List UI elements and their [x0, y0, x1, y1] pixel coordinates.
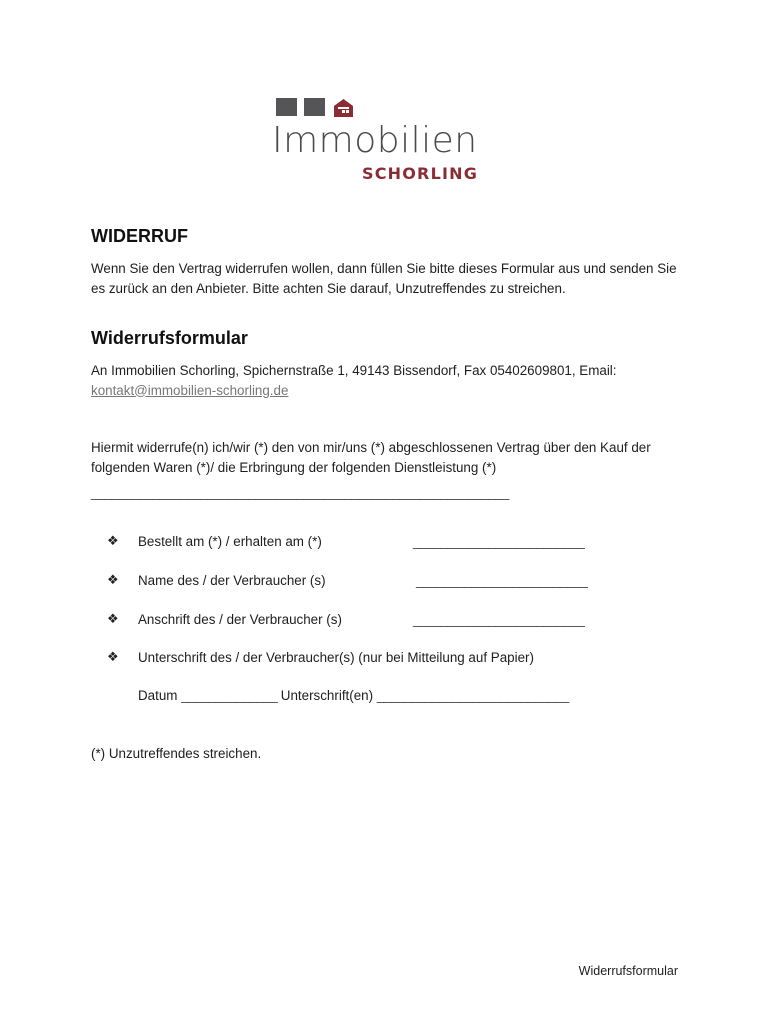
field-order-date [0, 534, 770, 554]
declaration-blank-line[interactable]: _____________________________________________________________ [91, 485, 509, 500]
field-label: Anschrift des / der Verbraucher (s) [138, 612, 342, 627]
recipient-address: An Immobilien Schorling, Spichernstraße 1, 49143 Bissendorf, Fax 05402609801, Email: [91, 363, 617, 378]
house-icon-svg [333, 98, 354, 117]
diamond-bullet-icon: ❖ [107, 650, 119, 665]
field-consumer-address [0, 612, 770, 632]
intro-paragraph: Wenn Sie den Vertrag widerrufen wollen, dann füllen Sie bitte dieses Formular aus und senden Sie es zurück an den Anbieter. Bitte achten Sie darauf, Unzutreffendes zu streichen. [91, 261, 677, 296]
field-consumer-name [0, 573, 770, 593]
field-label: Bestellt am (*) / erhalten am (*) [138, 534, 322, 549]
field-blank-line[interactable]: _________________________ [416, 573, 588, 588]
field-label: Unterschrift des / der Verbraucher(s) (nur bei Mitteilung auf Papier) [138, 650, 534, 665]
email-link[interactable]: kontakt@immobilien-schorling.de [91, 382, 289, 398]
declaration-paragraph: Hiermit widerrufe(n) ich/wir (*) den von mir/uns (*) abgeschlossenen Vertrag über den Kauf der folgenden Waren (*)/ die Erbringung der folgenden Dienstleistung (*) [91, 440, 651, 475]
diamond-bullet-icon: ❖ [107, 612, 119, 627]
form-title: Widerrufsformular [91, 328, 248, 348]
footnote: (*) Unzutreffendes streichen. [91, 746, 262, 761]
date-label: Datum [138, 688, 178, 703]
field-label: Name des / der Verbraucher (s) [138, 573, 326, 588]
signature-label: Unterschrift(en) [280, 688, 374, 703]
house-icon [333, 98, 354, 116]
square-icon [304, 98, 325, 116]
page-heading: WIDERRUF [91, 226, 188, 246]
logo-wordmark: Immobilien [272, 120, 478, 161]
diamond-bullet-icon: ❖ [107, 573, 119, 588]
recipient-paragraph [91, 361, 681, 400]
field-blank-line[interactable]: _________________________ [413, 534, 585, 549]
diamond-bullet-icon: ❖ [107, 534, 119, 549]
square-icon [276, 98, 297, 116]
signature-blank-line[interactable]: ____________________________ [376, 688, 569, 703]
signature-row [138, 688, 569, 703]
field-blank-line[interactable]: _________________________ [413, 612, 585, 627]
date-blank-line[interactable]: ______________ [181, 688, 278, 703]
page-footer: Widerrufsformular [578, 964, 678, 978]
field-consumer-signature [0, 650, 770, 670]
logo-subtitle: SCHORLING [362, 164, 479, 183]
